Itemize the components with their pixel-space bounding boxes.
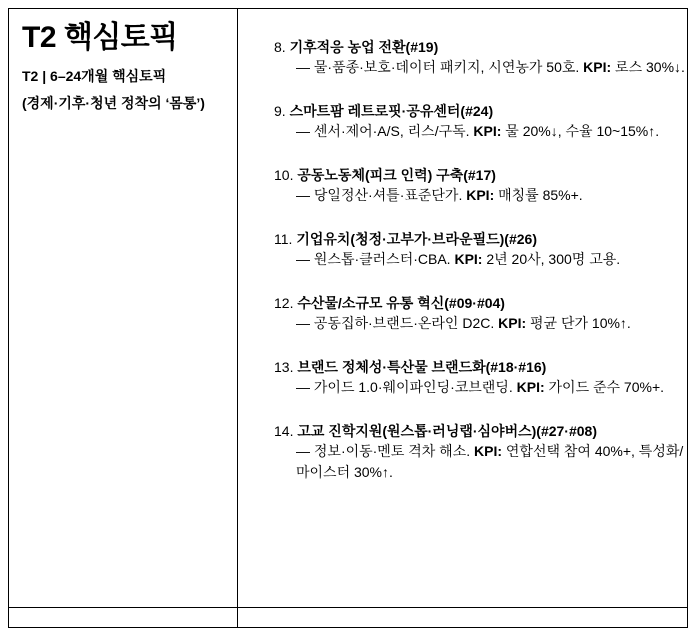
kpi-text: 2년 20사, 300명 고용. — [482, 251, 621, 267]
item-title: 고교 진학지원(원스톱·러닝랩·심야버스)(#27·#08) — [297, 423, 597, 439]
item-title: 기후적응 농업 전환(#19) — [289, 39, 439, 55]
kpi-text: 로스 30%↓. — [611, 59, 685, 75]
list-item — [274, 229, 690, 270]
kpi-label: KPI: — [454, 251, 483, 267]
item-description — [274, 377, 690, 398]
item-number: 12. — [274, 295, 294, 311]
item-description — [274, 313, 690, 334]
kpi-label: KPI: — [516, 379, 545, 395]
kpi-text: 매칭률 85%+. — [494, 187, 583, 203]
header-cell — [22, 21, 232, 117]
list-item — [274, 357, 690, 398]
kpi-text: 평균 단가 10%↑. — [526, 315, 631, 331]
item-title: 기업유치(청정·고부가·브라운필드)(#26) — [296, 231, 537, 247]
kpi-text: 가이드 준수 70%+. — [544, 379, 665, 395]
kpi-text: 물 20%↓, 수율 10~15%↑. — [501, 123, 660, 139]
item-number: 9. — [274, 103, 286, 119]
row-divider — [9, 607, 687, 608]
item-number: 13. — [274, 359, 294, 375]
kpi-label: KPI: — [498, 315, 527, 331]
item-description — [274, 57, 690, 78]
item-desc-text: — 가이드 1.0·웨이파인딩·코브랜딩. — [296, 379, 517, 395]
item-title: 스마트팜 레트로핏·공유센터(#24) — [289, 103, 494, 119]
item-number: 10. — [274, 167, 294, 183]
subtitle-line-1: T2 | 6–24개월 핵심토픽 — [22, 68, 167, 84]
item-number: 14. — [274, 423, 294, 439]
list-item — [274, 37, 690, 78]
item-desc-text: — 센서·제어·A/S, 리스/구독. — [296, 123, 474, 139]
item-description — [274, 121, 690, 142]
item-description — [274, 185, 690, 206]
column-divider — [237, 9, 238, 627]
topic-table — [8, 8, 688, 628]
item-desc-text: — 원스톱·클러스터·CBA. — [296, 251, 455, 267]
kpi-label: KPI: — [466, 187, 495, 203]
item-desc-text: — 공동집하·브랜드·온라인 D2C. — [296, 315, 499, 331]
item-number: 11. — [274, 231, 293, 247]
item-title: 공동노동체(피크 인력) 구축(#17) — [297, 167, 496, 183]
list-item — [274, 101, 690, 142]
list-item — [274, 165, 690, 206]
topic-list — [274, 37, 690, 506]
item-title: 브랜드 정체성·특산물 브랜드화(#18·#16) — [297, 359, 547, 375]
kpi-label: KPI: — [583, 59, 612, 75]
item-desc-text: — 정보·이동·멘토 격차 해소. — [296, 443, 475, 459]
kpi-label: KPI: — [474, 443, 503, 459]
page-title: T2 핵심토픽 — [22, 21, 178, 54]
kpi-label: KPI: — [473, 123, 502, 139]
kpi-text: 연합선택 참여 40%+, 특성화/마이스터 30%↑. — [296, 443, 684, 480]
item-description — [274, 441, 690, 483]
subtitle-line-2: (경제·기후·청년 정착의 ‘몸통’) — [22, 95, 205, 111]
item-desc-text: — 물·품종·보호·데이터 패키지, 시연농가 50호. — [296, 59, 584, 75]
list-item — [274, 293, 690, 334]
list-item — [274, 421, 690, 483]
item-number: 8. — [274, 39, 286, 55]
page-subtitle — [22, 63, 232, 117]
item-description — [274, 249, 690, 270]
item-title: 수산물/소규모 유통 혁신(#09·#04) — [297, 295, 505, 311]
item-desc-text: — 당일정산·셔틀·표준단가. — [296, 187, 467, 203]
